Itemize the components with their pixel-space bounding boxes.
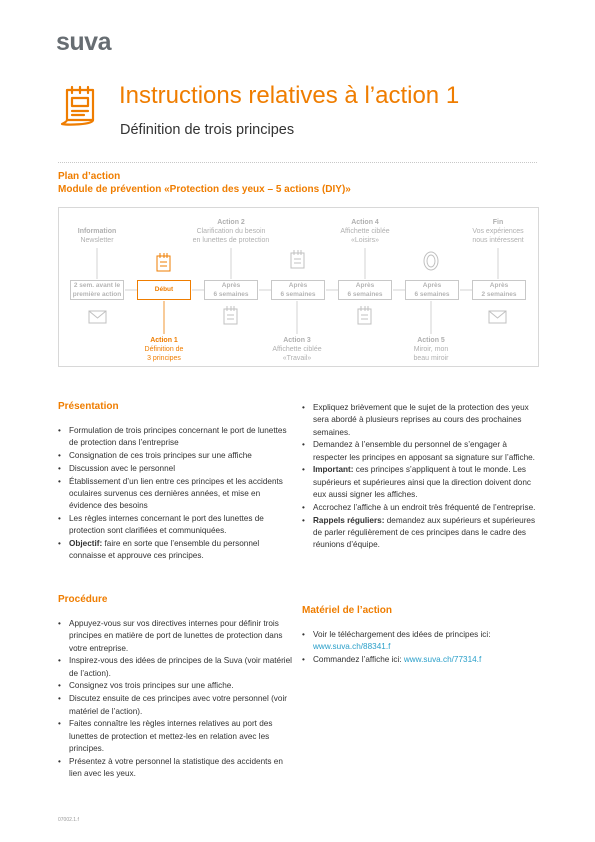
document-icon	[58, 83, 104, 129]
section-title-presentation: Présentation	[58, 401, 119, 412]
download-link[interactable]: www.suva.ch/88341.f	[313, 642, 391, 652]
page-title: Instructions relatives à l’action 1	[119, 82, 460, 109]
list-item: • Objectif: faire en sorte que l’ensemble du personnel connaisse et approuve ces principes.	[58, 538, 294, 563]
envelope-icon	[89, 311, 106, 323]
diagram-information: Information Newsletter	[77, 228, 117, 244]
list-item: • Commandez l’affiche ici: www.suva.ch/77314.f	[302, 654, 539, 666]
stage-start: Début	[137, 280, 191, 300]
diagram-action-1: Action 1 Définition de 3 principes	[144, 337, 184, 362]
stage-after-2w: Après 2 semaines	[472, 280, 526, 300]
plan-module: Module de prévention «Protection des yeux – 5 actions (DIY)»	[58, 184, 351, 195]
poster-icon	[157, 253, 170, 271]
diagram-action-4: Action 4 Affichette ciblée «Loisirs»	[340, 219, 390, 244]
diagram-fin: Fin Vos expériences nous intéressent	[472, 219, 524, 244]
divider	[58, 162, 537, 163]
list-item: • Demandez à l’ensemble du personnel de s’engager à respecter les principes en apposant sa signature sur l’affiche.	[302, 439, 539, 464]
action-plan-diagram	[58, 207, 539, 367]
list-item: • Voir le téléchargement des idées de principes ici: www.suva.ch/88341.f	[302, 629, 539, 654]
section-title-materiel: Matériel de l’action	[302, 605, 393, 616]
list-item: • Rappels réguliers: demandez aux supérieurs et supérieures de parler régulièrement de ces principes dans le cadre des réunions d’équipe.	[302, 515, 539, 552]
materiel-list	[302, 629, 539, 667]
stage-after-6w: Après 6 semaines	[405, 280, 459, 300]
list-item: • Consignation de ces trois principes sur une affiche	[58, 450, 294, 462]
procedure-list-continued	[302, 402, 539, 552]
envelope-icon	[489, 311, 506, 323]
suva-logo: suva	[56, 28, 111, 56]
list-item: • Établissement d’un lien entre ces principes et les accidents oculaires survenus ces dernières années, et mise en évidence des besoins	[58, 476, 294, 513]
document-code: 07002.1.f	[58, 817, 79, 823]
stage-after-6w: Après 6 semaines	[338, 280, 392, 300]
list-item: • Discutez ensuite de ces principes avec votre personnel (voir matériel de l’action).	[58, 693, 294, 718]
plan-label: Plan d’action	[58, 171, 121, 182]
list-item: • Accrochez l’affiche à un endroit très fréquenté de l’entreprise.	[302, 502, 539, 514]
presentation-list	[58, 425, 294, 563]
list-item: • Appuyez-vous sur vos directives internes pour définir trois principes en matière de port de lunettes de protection dans votre entreprise.	[58, 618, 294, 655]
diagram-action-5: Action 5 Miroir, mon beau miroir	[413, 337, 449, 362]
list-item: • Faites connaître les règles internes relatives au port des lunettes de protection et mettez-les en relation avec les principes.	[58, 718, 294, 755]
stage-after-6w: Après 6 semaines	[204, 280, 258, 300]
list-item: • Important: ces principes s’appliquent à tout le monde. Les supérieurs et supérieures ainsi que la direction doivent donc eux aussi signer les affiches.	[302, 464, 539, 501]
poster-icon	[291, 250, 304, 268]
list-item: • Inspirez-vous des idées de principes de la Suva (voir matériel de l’action).	[58, 655, 294, 680]
mirror-icon	[424, 252, 438, 270]
list-item: • Formulation de trois principes concernant le port de lunettes de protection dans l’entreprise	[58, 425, 294, 450]
diagram-action-3: Action 3 Affichette ciblée «Travail»	[272, 337, 322, 362]
order-link[interactable]: www.suva.ch/77314.f	[403, 655, 482, 665]
stage-before: 2 sem. avant le première action	[70, 280, 124, 300]
poster-icon	[358, 306, 371, 324]
procedure-list	[58, 618, 294, 781]
list-item: • Expliquez brièvement que le sujet de la protection des yeux sera abordé à plusieurs reprises au cours des prochaines semaines.	[302, 402, 539, 439]
list-item: • Présentez à votre personnel la statistique des accidents en lien avec les yeux.	[58, 756, 294, 781]
section-title-procedure: Procédure	[58, 594, 108, 605]
diagram-action-2: Action 2 Clarification du besoin en lunettes de protection	[192, 219, 270, 244]
page-subtitle: Définition de trois principes	[120, 122, 295, 138]
list-item: • Les règles internes concernant le port des lunettes de protection sont clarifiées et communiquées.	[58, 513, 294, 538]
list-item: • Consignez vos trois principes sur une affiche.	[58, 680, 294, 692]
poster-icon	[224, 306, 237, 324]
list-item: • Discussion avec le personnel	[58, 463, 294, 475]
stage-after-6w: Après 6 semaines	[271, 280, 325, 300]
